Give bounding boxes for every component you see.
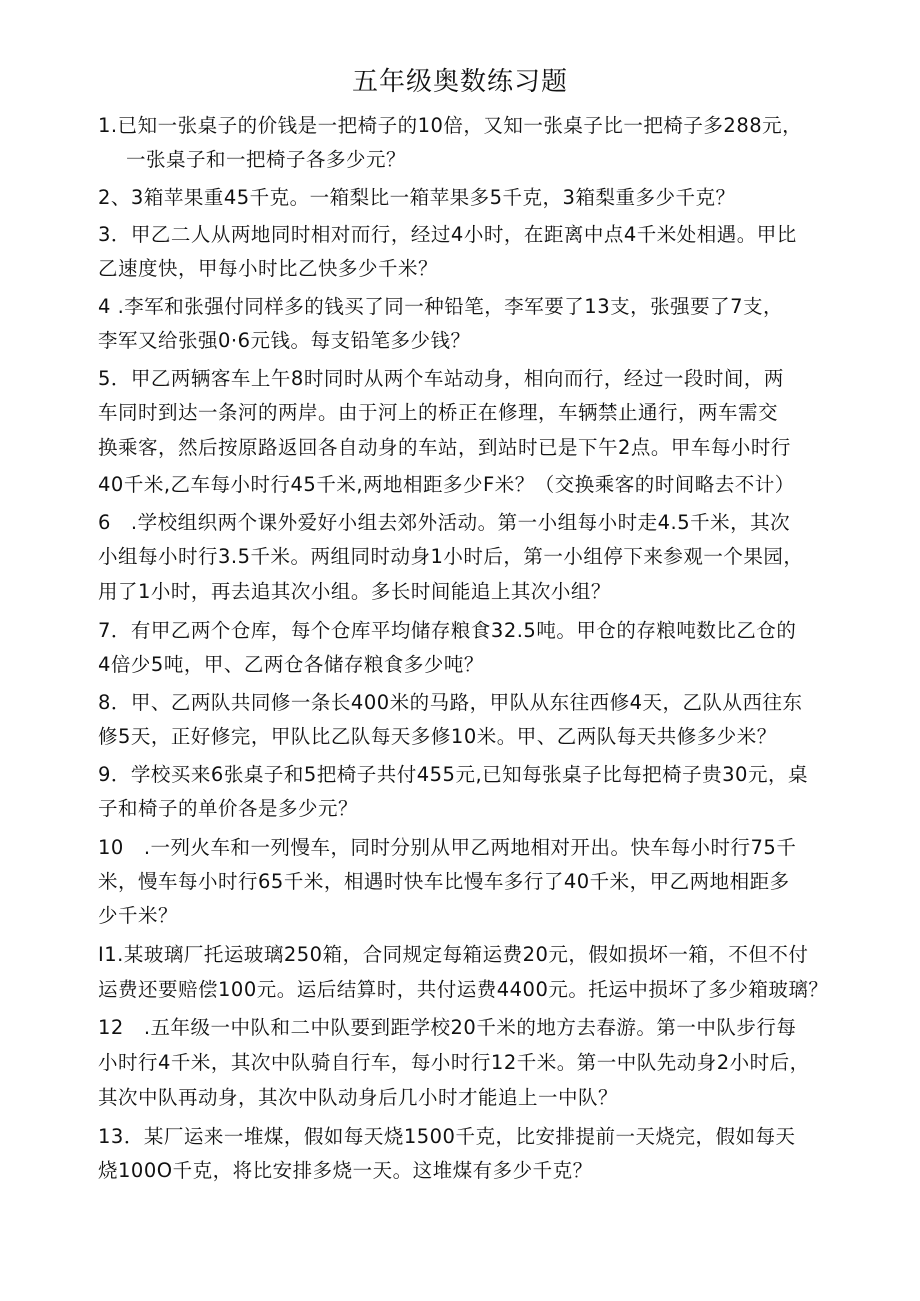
problem-11-line-2: 运费还要赔偿100元。运后结算时，共付运费4400元。托运中损坏了多少箱玻璃？ (98, 978, 829, 1001)
problem-3-line-1: 3．甲乙二人从两地同时相对而行，经过4小时，在距离中点4千米处相遇。甲比 (98, 223, 797, 246)
problem-12-line-3: 其次中队再动身，其次中队动身后几小时才能追上一中队？ (98, 1086, 619, 1109)
problem-13-line-2: 烧100O千克，将比安排多烧一天。这堆煤有多少千克？ (98, 1159, 593, 1182)
problem-7-line-1: 7．有甲乙两个仓库，每个仓库平均储存粮食32.5吨。甲仓的存粮吨数比乙仓的 (98, 619, 797, 642)
problem-6-line-1: 6 .学校组织两个课外爱好小组去郊外活动。第一小组每小时走4.5千米，其次 (98, 511, 791, 534)
problem-10-line-2: 米，慢车每小时行65千米，相遇时快车比慢车多行了40千米，甲乙两地相距多 (98, 870, 790, 893)
problem-6-line-3: 用了1小时，再去追其次小组。多长时间能追上其次小组？ (98, 580, 611, 603)
problem-10-line-1: 10 .一列火车和一列慢车，同时分别从甲乙两地相对开出。快车每小时行75千 (98, 836, 797, 859)
problem-5-line-4: 40千米,乙车每小时行45千米,两地相距多少F米？（交换乘客的时间略去不计） (98, 473, 795, 496)
page-title: 五年级奥数练习题 (351, 67, 568, 97)
problem-12-line-1: 12 .五年级一中队和二中队要到距学校20千米的地方去春游。第一中队步行每 (98, 1016, 797, 1039)
problem-1-line-2: 一张桌子和一把椅子各多少元？ (126, 148, 407, 171)
problem-5-line-3: 换乘客，然后按原路返回各自动身的车站，到站时已是下午2点。甲车每小时行 (98, 436, 791, 459)
problem-11-line-1: I1.某玻璃厂托运玻璃250箱，合同规定每箱运费20元，假如损坏一箱，不但不付 (98, 943, 809, 966)
problem-1-line-1: 1.已知一张桌子的价钱是一把椅子的10倍，又知一张桌子比一把椅子多288元， (98, 114, 803, 137)
problem-2-line-1: 2、3箱苹果重45千克。一箱梨比一箱苹果多5千克，3箱梨重多少千克？ (98, 186, 736, 209)
problem-4-line-1: 4 .李军和张强付同样多的钱买了同一种铅笔，李军要了13支，张强要了7支， (98, 295, 784, 318)
problem-6-line-2: 小组每小时行3.5千米。两组同时动身1小时后，第一小组停下来参观一个果园， (98, 545, 804, 568)
problem-5-line-1: 5．甲乙两辆客车上午8时同时从两个车站动身，相向而行，经过一段时间，两 (98, 367, 784, 390)
problem-8-line-1: 8．甲、乙两队共同修一条长400米的马路，甲队从东往西修4天，乙队从西往东 (98, 691, 803, 714)
problem-9-line-2: 子和椅子的单价各是多少元？ (98, 797, 359, 820)
problem-9-line-1: 9．学校买来6张桌子和5把椅子共付455元,已知每张桌子比每把椅子贵30元，桌 (98, 763, 808, 786)
problem-4-line-2: 李军又给张强0·6元钱。每支铅笔多少钱？ (98, 329, 471, 352)
problem-12-line-2: 小时行4千米，其次中队骑自行车，每小时行12千米。第一中队先动身2小时后， (98, 1051, 810, 1074)
problem-10-line-3: 少千米？ (98, 904, 179, 927)
problem-5-line-2: 车同时到达一条河的两岸。由于河上的桥正在修理，车辆禁止通行，两车需交 (98, 401, 779, 424)
problem-13-line-1: 13．某厂运来一堆煤，假如每天烧1500千克，比安排提前一天烧完，假如每天 (98, 1125, 796, 1148)
problem-8-line-2: 修5天，正好修完，甲队比乙队每天多修10米。甲、乙两队每天共修多少米？ (98, 725, 777, 748)
problem-3-line-2: 乙速度快，甲每小时比乙快多少千米？ (98, 257, 439, 280)
problem-7-line-2: 4倍少5吨，甲、乙两仓各储存粮食多少吨？ (98, 653, 484, 676)
